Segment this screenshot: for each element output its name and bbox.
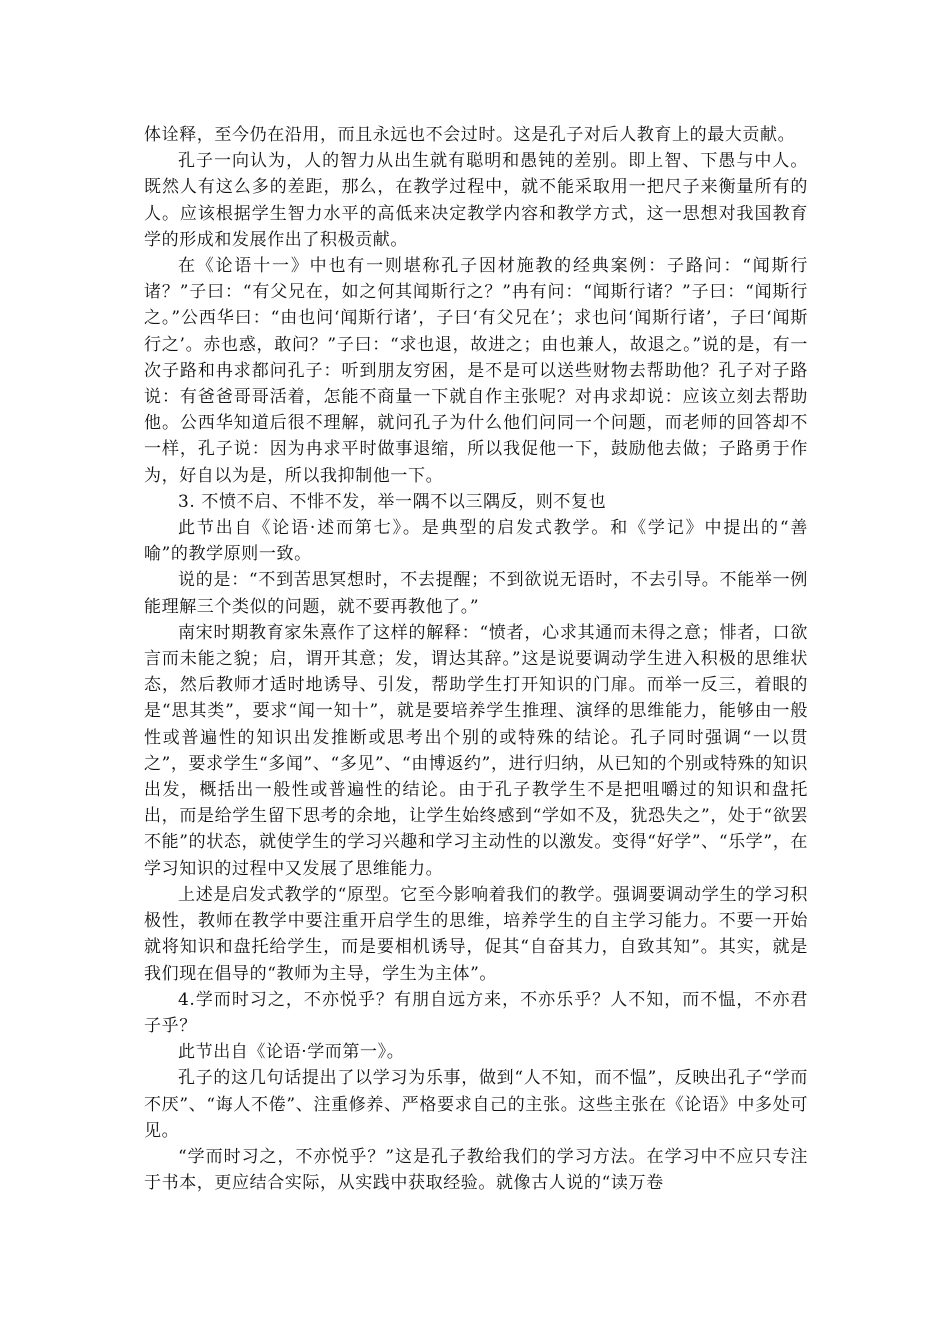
document-page: [144, 122, 808, 1196]
paragraph-5: 此节出自《论语·述而第七》。是典型的启发式教学。和《学记》中提出的“善喻”的教学原则一致。: [144, 518, 808, 565]
section-heading-4: 4.学而时习之，不亦悦乎？有朋自远方来，不亦乐乎？人不知，而不愠，不亦君子乎？: [144, 989, 808, 1036]
paragraph-10: 此节出自《论语·学而第一》。: [178, 1042, 405, 1063]
paragraph-3: 在《论语十一》中也有一则堪称孔子因材施教的经典案例：子路问：“闻斯行诸？”子曰：“有父兄在，如之何其闻斯行之？”冉有问：“闻斯行诸？”子曰：“闻斯行之。”公西华曰：“由也问‘闻斯行诸’，子曰‘有父兄在’；求也问‘闻斯行诸’，子曰‘闻斯行之’。赤也惑，敢问？”子曰：“求也退，故进之；由也兼人，故退之。”说的是，有一次子路和冉求都问孔子：听到朋友穷困，是不是可以送些财物去帮助他？孔子对子路说：有爸爸哥哥活着，怎能不商量一下就自作主张呢？对冉求却说：应该立刻去帮助他。公西华知道后很不理解，就问孔子为什么他们问同一个问题，而老师的回答却不一样，孔子说：因为冉求平时做事退缩，所以我促他一下，鼓励他去做；子路勇于作为，好自以为是，所以我抑制他一下。: [144, 256, 808, 486]
paragraph-2: 孔子一向认为，人的智力从出生就有聪明和愚钝的差别。即上智、下愚与中人。既然人有这么多的差距，那么，在教学过程中，就不能采取用一把尺子来衡量所有的人。应该根据学生智力水平的高低来决定教学内容和教学方式，这一思想对我国教育学的形成和发展作出了积极贡献。: [144, 151, 808, 250]
paragraph-7: 南宋时期教育家朱熹作了这样的解释：“愤者，心求其通而未得之意；悱者，口欲言而未能之貌；启，谓开其意；发，谓达其辞。”这是说要调动学生进入积极的思维状态，然后教师才适时地诱导、引发，帮助学生打开知识的门扉。而举一反三，着眼的是“思其类”，要求“闻一知十”，就是要培养学生推理、演绎的思维能力，能够由一般性或普遍性的知识出发推断或思考出个别的或特殊的结论。孔子同时强调“一以贯之”，要求学生“多闻”、“多见”、“由博返约”，进行归纳，从已知的个别或特殊的知识出发，概括出一般性或普遍性的结论。由于孔子教学生不是把咀嚼过的知识和盘托出，而是给学生留下思考的余地，让学生始终感到“学如不及，犹恐失之”，处于“欲罢不能”的状态，就使学生的学习兴趣和学习主动性的以激发。变得“好学”、“乐学”，在学习知识的过程中又发展了思维能力。: [144, 622, 808, 879]
paragraph-6: 说的是：“不到苦思冥想时，不去提醒；不到欲说无语时，不去引导。不能举一例能理解三个类似的问题，就不要再教他了。”: [144, 570, 808, 617]
paragraph-8: 上述是启发式教学的“原型。它至今影响着我们的教学。强调要调动学生的学习积极性，教师在教学中要注重开启学生的思维，培养学生的自主学习能力。不要一开始就将知识和盘托给学生，而是要相机诱导，促其“自奋其力，自致其知”。其实，就是我们现在倡导的“教师为主导，学生为主体”。: [144, 884, 808, 984]
paragraph-11: 孔子的这几句话提出了以学习为乐事，做到“人不知，而不愠”，反映出孔子“学而不厌”、“诲人不倦”、注重修养、严格要求自己的主张。这些主张在《论语》中多处可见。: [144, 1068, 808, 1141]
paragraph-1: 体诠释，至今仍在沿用，而且永远也不会过时。这是孔子对后人教育上的最大贡献。: [144, 125, 796, 145]
section-heading-3: 3. 不愤不启、不悱不发，举一隅不以三隅反，则不复也: [178, 491, 607, 512]
paragraph-12: “学而时习之，不亦悦乎？”这是孔子教给我们的学习方法。在学习中不应只专注于书本，更应结合实际，从实践中获取经验。就像古人说的“读万卷: [144, 1146, 808, 1194]
